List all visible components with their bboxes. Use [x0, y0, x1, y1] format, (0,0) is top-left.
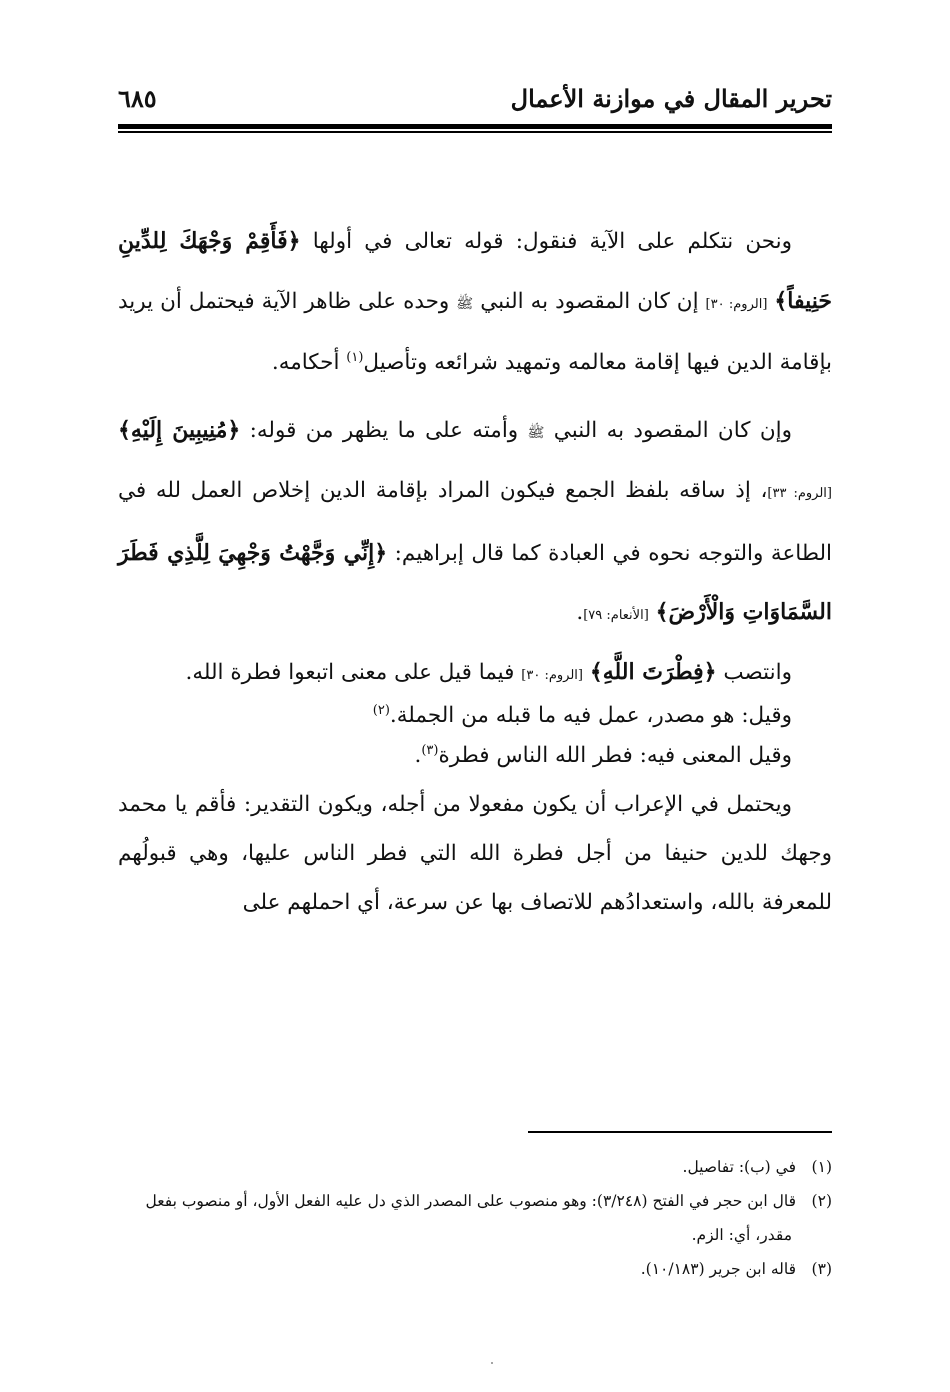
footnote-number: (١) [811, 1158, 832, 1176]
text: أحكامه. [271, 350, 347, 375]
text: إن كان المقصود به النبي [473, 288, 706, 314]
footnote-text: قال ابن حجر في الفتح (٣/٢٤٨): وهو منصوب على المصدر الذي دل عليه الفعل الأول، أو منصوب بفعل مقدر، أي: الزم. [145, 1192, 796, 1244]
footnote-2 [108, 1184, 832, 1252]
footnote-separator [528, 1131, 832, 1133]
footnote-text: في (ب): تفاصيل. [682, 1158, 796, 1176]
verse-reference: [الأنعام: ٧٩] [583, 608, 649, 623]
footnote-marker: (٣) [421, 742, 439, 758]
text: ونحن نتكلم على الآية فنقول: قوله تعالى في أولها [300, 229, 792, 254]
footnote-3 [108, 1252, 832, 1286]
running-header [118, 78, 832, 118]
paragraph-1 [118, 212, 832, 393]
salutation-glyph: ﷺ [527, 424, 545, 441]
text: وحده على ظاهر الآية فيحتمل أن يريد بإقامة الدين فيها إقامة معالمه وتمهيد شرائعه وتأصيل [118, 288, 832, 375]
footnote-number: (٣) [811, 1260, 832, 1278]
book-title: تحرير المقال في موازنة الأعمال [510, 84, 832, 113]
quran-verse: ﴿مُنِيبِينَ إِلَيْهِ﴾ [118, 416, 241, 443]
paragraph-4 [118, 696, 832, 736]
paragraph-6 [118, 780, 832, 927]
text: ، إذ ساقه بلفظ الجمع فيكون المراد بإقامة الدين إخلاص العمل لله في الطاعة والتوجه نحوه في العبادة كما قال إبراهيم: [118, 478, 832, 566]
text: . [576, 600, 584, 625]
footnote-1 [108, 1150, 832, 1184]
text: وقيل: هو مصدر، عمل فيه ما قبله من الجملة. [389, 702, 792, 728]
paragraph-3 [118, 652, 832, 696]
text: وإن كان المقصود به النبي [544, 417, 792, 443]
footnote-text: قاله ابن جرير (١٠/١٨٣). [640, 1260, 796, 1278]
footnote-marker: (١) [346, 349, 364, 365]
paragraph-2 [118, 401, 832, 646]
salutation-glyph: ﷺ [456, 295, 474, 312]
text: وانتصب [716, 659, 792, 685]
header-rule-thin [118, 131, 832, 133]
scan-speck [491, 1362, 493, 1364]
paragraph-5 [118, 736, 832, 776]
footnotes [108, 1150, 832, 1286]
quran-verse: ﴿فَأَقِمْ وَجْهَكَ لِلدِّينِ حَنِيفاً﴾ [118, 228, 832, 314]
footnote-marker: (٢) [372, 702, 390, 718]
verse-reference: [الروم: ٣٣] [767, 486, 832, 501]
page-number: ٦٨٥ [118, 84, 157, 113]
main-text [118, 212, 832, 927]
text: فيما قيل على معنى اتبعوا فطرة الله. [185, 659, 522, 685]
text: . [414, 742, 422, 768]
quran-verse: ﴿فِطْرَتَ اللَّهِ﴾ [589, 658, 717, 685]
verse-reference: [الروم: ٣٠] [521, 667, 583, 683]
text: وأمته على ما يظهر من قوله: [240, 417, 528, 443]
quran-verse: ﴿إِنِّي وَجَّهْتُ وَجْهِيَ لِلَّذِي فَطَرَ السَّمَاوَاتِ وَالْأَرْضَ﴾ [118, 539, 832, 625]
text: ويحتمل في الإعراب أن يكون مفعولا من أجله، ويكون التقدير: فأقم يا محمد وجهك للدين حنيفا من أجل فطرة الله التي فطر الناس عليها، وهي قبولُهم للمعرفة بالله، واستعدادُهم للاتصاف بها عن سرعة، أي احملهم على [118, 791, 832, 915]
text: وقيل المعنى فيه: فطر الله الناس فطرة [438, 742, 792, 768]
verse-reference: [الروم: ٣٠] [705, 296, 768, 312]
header-rule-thick [118, 124, 832, 129]
footnote-number: (٢) [811, 1192, 832, 1210]
